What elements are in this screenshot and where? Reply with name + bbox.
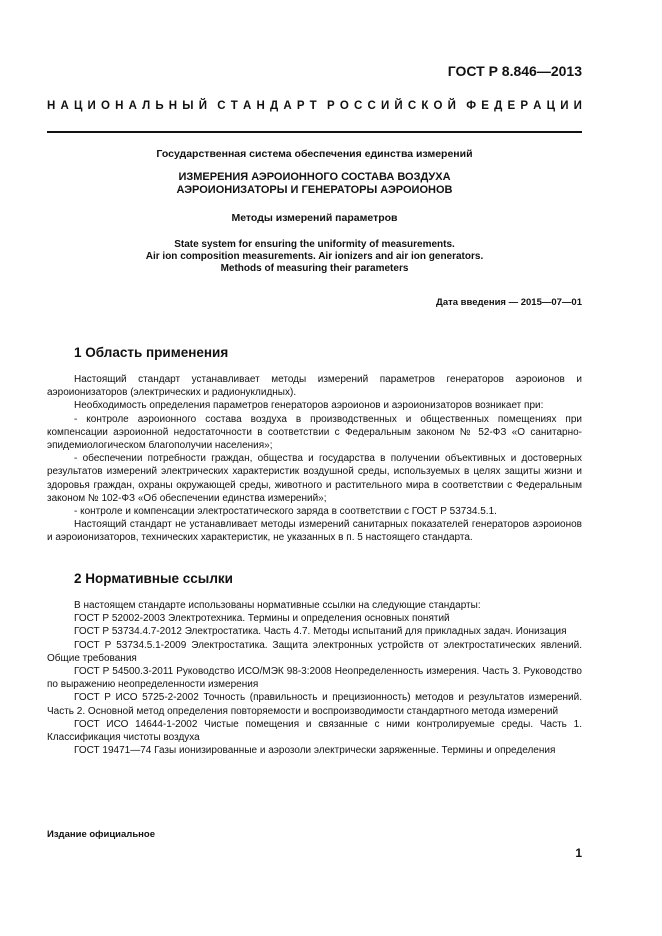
national-heading-letter: И — [380, 100, 390, 112]
official-edition-label: Издание официальное — [47, 829, 155, 840]
reference-item: ГОСТ ИСО 14644-1-2002 Чистые помещения и связанные с ними контролируемые среды. Часть 1. Классификация чистоты воздуха — [47, 718, 582, 744]
national-heading-letter: С — [407, 100, 417, 112]
paragraph: Необходимость определения параметров генераторов аэроионов и аэроионизаторов возникает при: — [74, 400, 544, 412]
national-heading-letter: А — [283, 100, 292, 112]
national-heading-letter: И — [560, 100, 569, 112]
national-heading-letter: Н — [168, 100, 178, 112]
reference-item: ГОСТ Р 53734.4.7-2012 Электростатика. Часть 4.7. Методы испытаний для прикладных задач. Ионизация — [74, 626, 567, 638]
subtitle: Методы измерений параметров — [231, 212, 398, 224]
national-heading-letter: Ы — [182, 100, 194, 112]
national-heading-letter: Й — [394, 100, 403, 112]
paragraph: Настоящий стандарт устанавливает методы измерений параметров генераторов аэроионов и аэроионизаторов (электрических и радионуклидных). — [47, 374, 582, 399]
paragraph: - обеспечении потребности граждан, общества и государства в получении объективных и достоверных результатов измерений электрических характеристик воздушной среды, используемых в целях защиты жизни и здоровья граждан, охраны окружающей среды, животного и растительного мира в соответствии с Федеральным законом № 102-ФЗ «Об обеспечении единства измерений»; — [47, 453, 582, 504]
section-1-body — [47, 373, 582, 545]
national-heading-letter: Н — [256, 100, 265, 112]
national-heading-letter: О — [100, 100, 110, 112]
reference-item: ГОСТ Р 54500.3-2011 Руководство ИСО/МЭК 98-3:2008 Неопределенность измерения. Часть 3. Руководство по выражению неопределенности измерения — [47, 666, 582, 691]
section-2-heading: 2 Нормативные ссылки — [74, 571, 233, 586]
national-heading-letter: Ф — [466, 100, 477, 112]
national-heading-letter: Р — [327, 100, 335, 112]
paragraph: - контроле аэроионного состава воздуха в производственных и общественных помещениях при компенсации аэроионной недостаточности в соответствии с Федеральным законом № 52-ФЗ «О санитарно-эпидемиологическом благополучии населения»; — [47, 413, 582, 452]
national-heading-letter: И — [573, 100, 582, 112]
national-heading-letter: С — [367, 100, 376, 112]
reference-item: ГОСТ Р ИСО 5725-2-2002 Точность (правильность и прецизионность) методов и результатов измерений. Часть 2. Основной метод определения повторяемости и воспроизводимости стандартного метода измерений — [47, 692, 582, 717]
national-heading-letter: Д — [494, 100, 503, 112]
main-title — [47, 171, 582, 197]
national-heading-letter: Й — [198, 100, 207, 112]
header-divider — [47, 131, 582, 133]
english-title — [47, 239, 582, 275]
gost-number: ГОСТ Р 8.846—2013 — [447, 63, 582, 79]
national-heading-letter: И — [87, 100, 96, 112]
section-2-body — [47, 599, 582, 757]
national-heading-letter: Ь — [155, 100, 164, 112]
national-heading-letter: Р — [296, 100, 305, 112]
english-title-line: State system for ensuring the uniformity of measurements. — [174, 239, 455, 250]
page-number: 1 — [575, 846, 582, 860]
national-heading-letter: Д — [269, 100, 279, 112]
national-standard-heading — [47, 100, 582, 112]
main-title-line: АЭРОИОНИЗАТОРЫ И ГЕНЕРАТОРЫ АЭРОИОНОВ — [176, 184, 453, 196]
paragraph: - контроле и компенсации электростатического заряда в соответствии с ГОСТ Р 53734.5.1. — [74, 506, 497, 518]
national-heading-letter: Ц — [546, 100, 556, 112]
paragraph: Настоящий стандарт не устанавливает методы измерений санитарных показателей генераторов аэроионов и аэроионизаторов, технических характеристик, не указанных в п. 5 настоящего стандарта. — [47, 519, 582, 544]
main-title-line: ИЗМЕРЕНИЯ АЭРОИОННОГО СОСТАВА ВОЗДУХА — [178, 171, 451, 183]
national-heading-letter: Т — [309, 100, 317, 112]
reference-item: ГОСТ Р 53734.5.1-2009 Электростатика. Защита электронных устройств от электростатических явлений. Общие требования — [47, 639, 582, 664]
national-heading-letter: Й — [447, 100, 456, 112]
reference-item: ГОСТ 19471—74 Газы ионизированные и аэрозоли электрически заряженные. Термины и определения — [74, 745, 556, 757]
section-1-heading: 1 Область применения — [74, 345, 229, 360]
national-heading-letter: А — [242, 100, 252, 112]
national-heading-letter: Н — [47, 100, 56, 112]
national-heading-letter: С — [354, 100, 363, 112]
system-title: Государственная система обеспечения единства измерений — [156, 148, 473, 160]
national-heading-letter: О — [433, 100, 443, 112]
english-title-line: Methods of measuring their parameters — [220, 263, 409, 274]
paragraph: В настоящем стандарте использованы нормативные ссылки на следующие стандарты: — [74, 600, 481, 611]
national-heading-letter: К — [421, 100, 429, 112]
national-heading-letter: Р — [520, 100, 528, 112]
introduction-date: Дата введения — 2015—07—01 — [436, 297, 582, 308]
national-heading-letter: Ц — [73, 100, 83, 112]
national-heading-letter: Е — [481, 100, 489, 112]
english-title-line: Air ion composition measurements. Air ionizers and air ion generators. — [145, 251, 484, 262]
national-heading-letter: А — [128, 100, 137, 112]
national-heading-letter: Т — [230, 100, 238, 112]
national-heading-letter: О — [339, 100, 349, 112]
national-heading-letter: А — [60, 100, 69, 112]
national-heading-letter: С — [217, 100, 226, 112]
national-heading-letter: Л — [142, 100, 151, 112]
national-heading-letter: Н — [115, 100, 124, 112]
national-heading-letter: Е — [507, 100, 516, 112]
reference-item: ГОСТ Р 52002-2003 Электротехника. Термины и определения основных понятий — [74, 613, 450, 625]
national-heading-letter: А — [533, 100, 542, 112]
